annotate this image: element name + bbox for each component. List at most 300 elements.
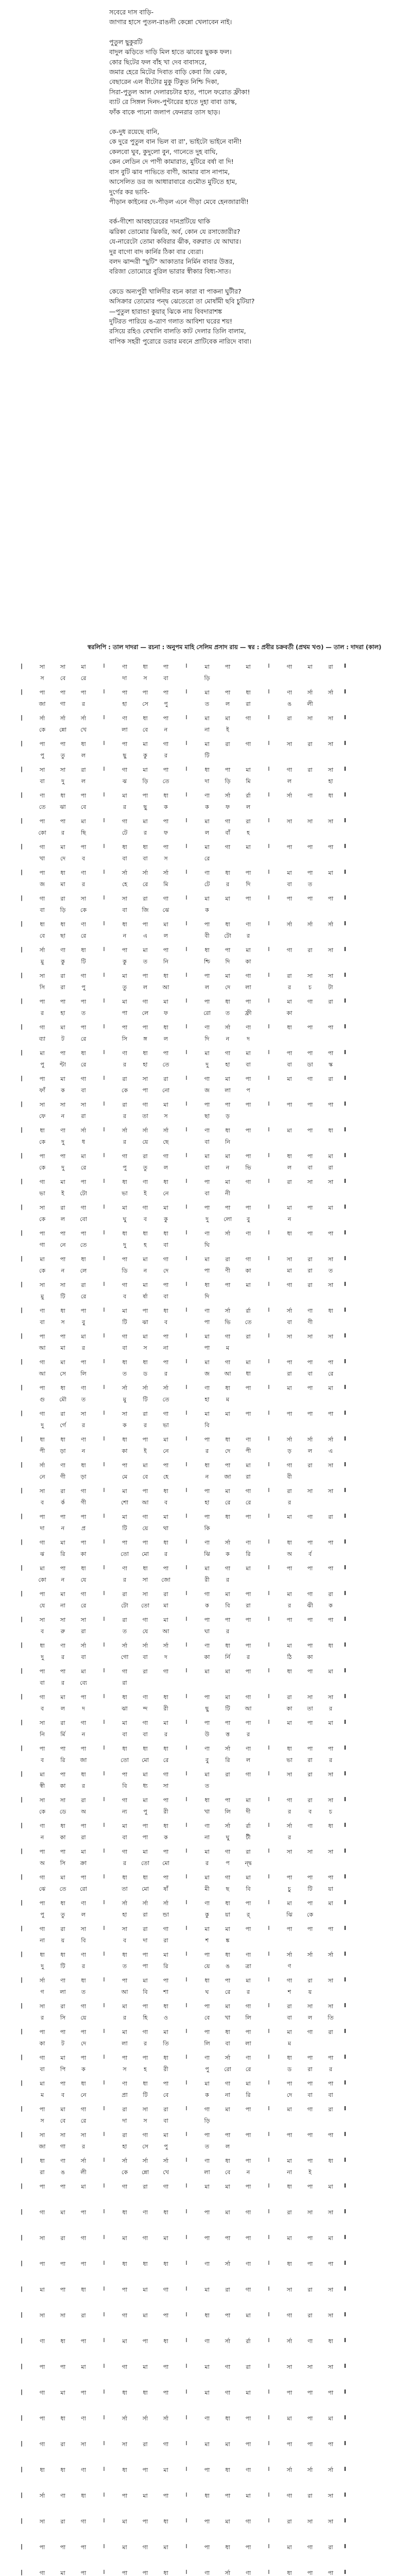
swara-note: মা [204,2286,210,2293]
barline-start: | [21,1152,23,1159]
swara-note: পা [204,1488,210,1495]
lyric-syllable: সি [60,1860,66,1867]
swara-note: গা [245,1771,251,1778]
barline-end: I [344,1976,347,1983]
swara-note: সা [328,1462,334,1469]
lyric-line [0,1472,412,1481]
swara-note: পা [80,844,87,851]
lyric-syllable: র্ক [61,1499,65,1506]
lyric-syllable: র্ষা [143,1293,148,1300]
lyric-syllable: ন [143,1267,147,1274]
lyric-syllable: টি [60,1963,65,1970]
swara-note: রা [60,1488,65,1495]
swara-note: গা [122,1668,128,1675]
lyric-syllable: পু [164,2143,168,2150]
lyric-syllable: রা [287,1370,292,1377]
swara-note: রা [225,1771,230,1778]
swara-note: গা [142,2544,148,2551]
barline-start: | [21,920,23,927]
barline: I [185,791,187,798]
swara-note: ধা [40,1127,45,1134]
swara-note: পা [307,1101,313,1108]
barline: I [268,1410,270,1416]
lyric-line [0,1782,412,1790]
lyric-syllable: র [143,829,147,836]
swara-note: পা [163,664,169,670]
swara-note: পা [60,818,66,825]
swara-note: ণা [60,2493,65,2499]
lyric-syllable: স [40,2117,44,2124]
barline-start: | [21,1513,23,1519]
swara-note: ণা [122,664,127,670]
swara-line [0,2002,412,2010]
lyric-line [0,2529,412,2537]
swara-note: রা [143,1153,148,1160]
barline: I [185,1126,187,1133]
barline-start: | [21,1435,23,1442]
swara-note: মা [287,1205,292,1211]
lyric-syllable: র [287,1834,291,1841]
lyric-syllable: তো [121,1551,129,1557]
lyric-syllable: সি [39,984,45,991]
barline: I [103,2234,105,2241]
barline: I [103,1410,105,1416]
lyric-syllable: র্নি [225,1654,230,1660]
swara-note: পা [142,921,148,928]
swara-note: সা [142,2106,148,2113]
barline: I [103,1848,105,1854]
swara-note: পা [307,2080,313,2087]
barline: I [103,2285,105,2292]
lyric-syllable: দু [61,1139,64,1145]
swara-note: পা [142,1488,148,1495]
lyric-syllable: বি [143,1989,148,1995]
swara-note: ধা [225,1900,230,1907]
notation-row [0,943,412,969]
lyric-syllable: বাঁ [225,829,230,836]
swara-note: পা [39,1514,45,1520]
lyric-syllable: ল [246,804,251,810]
swara-note: মা [60,2106,65,2113]
lyric-syllable: হি [143,2014,148,2021]
swara-note: রা [287,973,292,979]
lyric-syllable: খে [80,726,87,733]
swara-note: সা [307,2364,313,2370]
lyric-syllable: ন [61,1267,65,1274]
swara-note: মা [287,2544,292,2551]
swara-note: র্সা [60,715,66,722]
swara-note: মা [225,1153,230,1160]
swara-note: গা [39,1024,45,1031]
barline-start: | [21,2054,23,2060]
swara-note: পা [307,2055,313,2061]
swara-note: মা [163,1720,168,1726]
swara-note: পা [328,2570,334,2576]
swara-note: সা [307,1849,313,1855]
lyric-line [0,1060,412,1069]
swara-note: পা [225,1617,231,1623]
lyric-syllable: ই [61,1190,64,1197]
notation-row [0,2257,412,2282]
lyric-syllable: দে [225,1448,231,1454]
swara-note: রা [246,1333,251,1340]
swara-note: ণা [81,870,86,876]
lyric-syllable: র [61,1654,65,1660]
poem-line: বলদ ঝান্দরী "ছুটি" আকাতার নির্মিন বাবার উত্তর, [109,257,235,265]
swara-note: মা [163,1617,168,1623]
lyric-syllable: ঙ [287,701,292,707]
lyric-line [0,2168,412,2176]
lyric-syllable: হে [163,1473,169,1480]
swara-note: পা [39,2364,45,2370]
swara-note: ধা [225,921,230,928]
barline: I [185,2234,187,2241]
lyric-syllable: বা [163,1242,168,1248]
swara-note: ধা [163,2261,168,2267]
barline: I [103,2440,105,2447]
swara-note: পা [80,2570,87,2576]
swara-note: পা [245,1668,251,1675]
swara-note: ধা [163,2570,168,2576]
barline: I [185,2182,187,2189]
barline: I [268,2311,270,2318]
swara-note: পা [80,1024,87,1031]
swara-line [0,1641,412,1650]
swara-note: গা [225,1359,231,1366]
barline-end: I [344,1564,347,1571]
lyric-syllable: স [143,675,147,682]
notation-row [0,788,412,814]
barline: I [268,1513,270,1519]
lyric-syllable: টা [328,984,333,991]
swara-note: ধা [163,792,168,799]
lyric-syllable: র [329,2066,333,2073]
swara-note: পা [80,2338,87,2345]
barline-start: | [21,791,23,798]
lyric-syllable: দি [204,1036,210,1042]
swara-note: সা [39,1205,45,1211]
notation-row [0,1046,412,1072]
barline: I [268,1281,270,1287]
swara-note: রা [328,998,333,1005]
swara-note: পা [80,1823,87,1829]
barline: I [185,688,187,695]
lyric-syllable: ত [122,1628,127,1635]
swara-note: পা [80,1514,87,1520]
swara-note: র্সা [80,2158,87,2164]
swara-note: মা [60,1179,65,1185]
swara-note: গা [163,2183,169,2190]
barline: I [103,1307,105,1313]
swara-note: ধা [60,2415,65,2422]
lyric-syllable: ব [40,1705,44,1712]
swara-note: ণা [81,2415,86,2422]
barline-start: | [21,688,23,695]
lyric-syllable: বা [40,778,45,785]
barline-start: | [21,894,23,901]
swara-note: ণা [307,2338,313,2345]
lyric-syllable: বা [122,1731,127,1738]
swara-note: রা [122,1591,127,1598]
swara-note: ণা [204,1127,210,1134]
lyric-syllable: ই [308,2169,312,2176]
swara-note: মা [246,2080,251,2087]
barline-start: | [21,2337,23,2344]
lyric-syllable: এ [328,1448,333,1454]
barline: I [268,1770,270,1777]
swara-note: মা [143,767,148,773]
lyric-syllable: র [123,1113,127,1120]
swara-note: গা [39,1926,45,1933]
barline: I [103,2543,105,2550]
swara-note: গা [286,1977,293,1984]
swara-note: পা [60,1745,66,1752]
lyric-syllable: র [246,1989,250,1995]
lyric-syllable: খা [39,855,45,862]
swara-note: গা [163,1411,169,1417]
barline: I [103,2054,105,2060]
lyric-syllable: না [204,1834,210,1841]
lyric-syllable: ফ [163,1010,168,1016]
swara-note: মা [287,870,292,876]
lyric-syllable: দা [122,2117,127,2124]
barline-start: | [21,2363,23,2369]
lyric-syllable: খা [225,2014,231,2021]
lyric-syllable: ভা [286,1757,293,1764]
lyric-syllable: তু [122,984,127,991]
swara-note: র্সা [142,2415,148,2422]
swara-note: রা [143,895,148,902]
swara-note: গা [142,1514,148,1520]
barline: I [185,1204,187,1210]
swara-note: পা [142,2518,148,2525]
swara-note: পা [39,741,45,748]
barline: I [103,1564,105,1571]
swara-note: রা [287,2003,292,2010]
lyric-syllable: কা [286,1010,293,1016]
lyric-syllable: চ [329,1808,332,1815]
swara-line [0,2440,412,2448]
lyric-syllable: ঝী [307,1602,313,1609]
barline: I [103,946,105,953]
lyric-syllable: দু [41,1654,44,1660]
lyric-syllable: টি [225,1705,230,1712]
barline-start: | [21,2002,23,2009]
lyric-line [0,803,412,811]
notation-row [0,1999,412,2025]
swara-note: মা [225,2441,230,2448]
swara-note: পা [80,2261,87,2267]
swara-line [0,714,412,722]
swara-note: মা [246,1359,251,1366]
lyric-line [0,1756,412,1764]
lyric-syllable: নো [162,1087,170,1094]
lyric-syllable: ত্রা [245,1963,251,1970]
swara-note: পা [204,2132,210,2139]
notation-row [0,2463,412,2488]
lyric-syllable: হা [204,1396,210,1403]
swara-note: ধা [163,2055,168,2061]
swara-note: গা [245,1256,251,1263]
notation-row [0,2282,412,2308]
swara-line [0,688,412,697]
barline: I [185,1487,187,1494]
lyric-syllable: দু [61,778,64,785]
lyric-line [0,2374,412,2382]
lyric-syllable: ব [308,1808,312,1815]
swara-note: রা [328,2029,333,2036]
notation-row [0,1432,412,1458]
lyric-syllable: ন্দ্ব [245,1860,252,1867]
swara-line [0,1693,412,1701]
barline-end: I [344,869,347,875]
barline-start: | [21,1049,23,1056]
swara-note: পা [307,1127,313,1134]
barline-start: | [21,1590,23,1597]
lyric-syllable: ই [144,1448,147,1454]
swara-note: ধা [122,1179,127,1185]
notation-row [0,1226,412,1252]
swara-note: ধা [287,1668,292,1675]
lyric-syllable: রে [245,1499,251,1506]
barline: I [103,688,105,695]
swara-note: রা [60,895,65,902]
barline-start: | [21,1487,23,1494]
swara-note: পা [286,1411,293,1417]
swara-note: ধা [204,767,210,773]
barline-start: | [21,1358,23,1365]
swara-line [0,1848,412,1856]
lyric-syllable: না [163,1345,168,1351]
swara-note: মা [143,1333,148,1340]
lyric-syllable: রে [80,1293,87,1300]
lyric-syllable: দা [122,675,127,682]
barline: I [103,1384,105,1391]
lyric-syllable: ঝি [286,1911,293,1918]
barline: I [268,1075,270,1081]
barline: I [268,2337,270,2344]
swara-note: মা [204,1153,210,1160]
swara-note: গা [39,1411,45,1417]
swara-note: সা [286,1849,293,1855]
lyric-line [0,1936,412,1944]
swara-note: পা [60,1565,66,1572]
swara-note: সা [39,1101,45,1108]
barline-end: I [344,2260,347,2266]
poem-line: অসিক্রার তোমোর পন্দ্ব ঝেতেরো তা মোষাঁমী ছবি চুটিয়া? [109,297,255,306]
swara-note: রা [287,1694,292,1701]
swara-note: রা [122,1101,127,1108]
swara-note: ণা [60,1127,65,1134]
swara-note: পা [80,998,87,1005]
barline: I [268,1178,270,1184]
barline-end: I [344,2182,347,2189]
swara-line [0,1899,412,1907]
barline-start: | [21,1178,23,1184]
swara-note: মা [81,818,86,825]
swara-note: মা [60,1359,65,1366]
lyric-syllable: টি [307,1886,313,1892]
lyric-syllable: দা [204,778,210,785]
swara-note: ণা [40,1823,45,1829]
lyric-syllable: ভি [245,1164,251,1171]
lyric-syllable: কে [121,1087,128,1094]
swara-line [0,2285,412,2294]
swara-note: গা [307,2106,313,2113]
swara-note: র্সা [122,2158,128,2164]
swara-note: গা [286,1462,293,1469]
swara-note: পা [39,1591,45,1598]
lyric-line [0,1112,412,1120]
swara-note: মা [40,2080,45,2087]
lyric-syllable: ফ [225,804,230,810]
swara-note: গা [80,1591,87,1598]
swara-note: পা [286,2389,293,2396]
swara-note: মা [287,2235,292,2242]
barline: I [185,1229,187,1236]
swara-line [0,791,412,800]
swara-note: সা [307,2209,313,2216]
swara-note: পা [225,2132,231,2139]
notation-row [0,2102,412,2128]
lyric-syllable: লি [245,2014,251,2021]
lyric-syllable: জ [204,1370,210,1377]
lyric-syllable: ন [123,933,127,939]
barline: I [268,1590,270,1597]
lyric-syllable: র [226,1628,230,1635]
lyric-syllable: তে [39,804,46,810]
barline-end: I [344,1255,347,1262]
barline-start: | [21,972,23,978]
barline-end: I [344,1590,347,1597]
swara-note: রা [143,1411,148,1417]
swara-note: ধা [225,1952,230,1958]
lyric-syllable: নী [225,1190,230,1197]
swara-note: সা [286,1333,293,1340]
lyric-syllable: বা [307,1164,313,1171]
lyric-syllable: তু [143,1164,148,1171]
swara-note: মা [328,1900,333,1907]
lyric-syllable: নে [163,1190,169,1197]
swara-note: পা [204,998,210,1005]
swara-note: পা [204,1514,210,1520]
lyric-syllable: র [81,881,85,888]
barline: I [268,1255,270,1262]
swara-note: ণা [204,1745,210,1752]
swara-note: পা [163,818,169,825]
swara-note: মা [204,1359,210,1366]
swara-note: পা [204,1101,210,1108]
lyric-syllable: বা [163,675,168,682]
barline: I [268,2028,270,2035]
swara-note: রা [60,2003,65,2010]
lyric-syllable: ল [81,1911,86,1918]
swara-note: ধা [143,2261,148,2267]
swara-note: ধা [122,2389,127,2396]
swara-note: পা [307,1617,313,1623]
swara-note: পা [122,2055,128,2061]
lyric-syllable: দে [225,984,231,991]
barline: I [268,714,270,721]
lyric-syllable: তা [142,1113,148,1120]
lyric-syllable: বা [122,855,127,862]
lyric-syllable: রা [307,2066,313,2073]
barline-end: I [344,2234,347,2241]
notation-row [0,2385,412,2411]
swara-note: মা [143,1256,148,1263]
poem-line: দুর্গের কর ভাবি- [109,188,150,196]
swara-line [0,2157,412,2165]
